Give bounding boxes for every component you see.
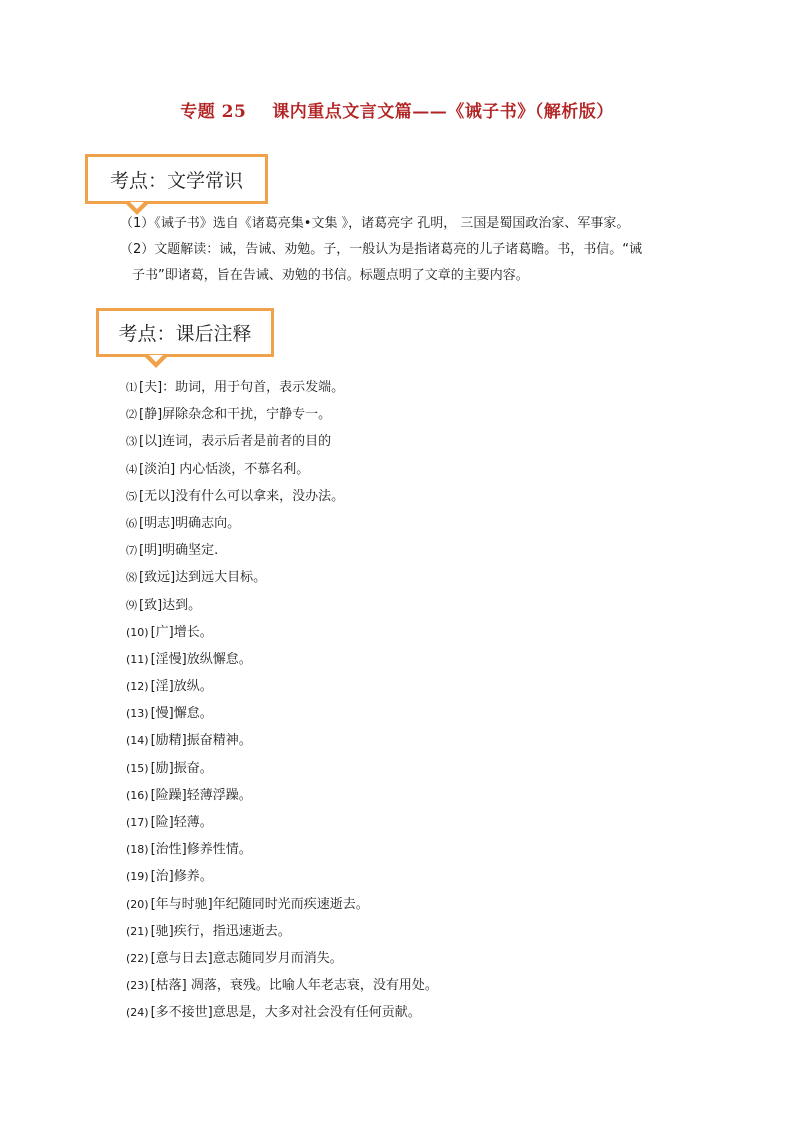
- note-number: ⑵: [126, 408, 137, 422]
- note-number: (16): [126, 788, 149, 802]
- paragraph-line-1: （2）文题解读：诫，告诫、劝勉。子，一般认为是指诸葛亮的儿子诸葛瞻。书，书信。“诫: [120, 242, 643, 257]
- note-number: (18): [126, 843, 149, 857]
- list-item: [126, 374, 686, 401]
- note-number: ⑷: [126, 462, 137, 476]
- callout-tail-inner: [130, 202, 144, 209]
- note-text: [险]轻薄。: [150, 815, 213, 830]
- list-item: [126, 483, 686, 510]
- note-text: [夫]：助词，用于句首，表示发端。: [139, 380, 345, 395]
- page-title: [0, 97, 794, 122]
- note-text: [励]振奋。: [150, 760, 213, 776]
- list-item: [126, 619, 686, 646]
- list-item: [126, 972, 686, 999]
- note-text: [驰]疾行，指迅速逝去。: [150, 923, 291, 939]
- section-callout-literature: [85, 154, 268, 204]
- list-item: [126, 510, 686, 537]
- note-text: [意与日去]意志随同岁月而消失。: [150, 950, 343, 966]
- note-text: [广]增长。: [150, 624, 213, 640]
- list-item: [126, 428, 686, 455]
- note-number: (19): [126, 870, 149, 884]
- callout-tail-inner: [149, 355, 163, 362]
- note-number: ⑶: [126, 435, 137, 449]
- list-item: [126, 727, 686, 754]
- paragraph-title-explanation: [120, 237, 690, 289]
- note-text: [淡泊] 内心恬淡，不慕名利。: [139, 461, 310, 477]
- note-number: ⑼: [126, 598, 137, 612]
- note-number: ⑺: [126, 544, 137, 558]
- paragraph-source: （1）《诫子书》选自《诸葛亮集•文集 》，诸葛亮字 孔明， 三国是蜀国政治家、军事家。: [120, 216, 630, 231]
- note-number: ⑹: [126, 516, 137, 530]
- list-item: [126, 755, 686, 782]
- note-number: (14): [126, 734, 149, 748]
- note-text: [治性]修养性情。: [150, 842, 252, 858]
- list-item: [126, 592, 686, 619]
- list-item: [126, 401, 686, 428]
- note-text: [多不接世]意思是，大多对社会没有任何贡献。: [150, 1005, 421, 1021]
- note-text: [枯落] 凋落，衰残。比喻人年老志衰，没有用处。: [150, 978, 438, 994]
- list-item: [126, 809, 686, 836]
- list-item: [126, 782, 686, 809]
- note-number: (23): [126, 979, 149, 993]
- note-text: [无以]没有什么可以拿来，没办法。: [139, 488, 345, 504]
- topic-title: 课内重点文言文篇——《诫子书》（解析版）: [272, 102, 614, 122]
- note-number: (13): [126, 707, 149, 721]
- note-text: [慢]懈怠。: [150, 706, 213, 722]
- list-item: [126, 863, 686, 890]
- section-heading-notes: 考点：课后注释: [118, 323, 252, 345]
- note-number: ⑸: [126, 489, 137, 503]
- topic-number: 专题 25: [180, 102, 247, 122]
- list-item: [126, 537, 686, 564]
- list-item: [126, 891, 686, 918]
- list-item: [126, 456, 686, 483]
- note-text: [静]屏除杂念和干扰，宁静专一。: [139, 407, 332, 423]
- note-number: (24): [126, 1006, 149, 1020]
- list-item: [126, 700, 686, 727]
- list-item: [126, 673, 686, 700]
- list-item: [126, 945, 686, 972]
- notes-list: [126, 374, 686, 1027]
- list-item: [126, 999, 686, 1026]
- note-number: ⑻: [126, 571, 137, 585]
- list-item: [126, 646, 686, 673]
- note-number: (10): [126, 625, 149, 639]
- note-number: (22): [126, 951, 149, 965]
- note-number: ⑴: [126, 381, 137, 394]
- list-item: [126, 564, 686, 591]
- note-number: (21): [126, 924, 149, 938]
- note-number: (20): [126, 897, 149, 911]
- paragraph-line-2: 子书”即诸葛，旨在告诫、劝勉的书信。标题点明了文章的主要内容。: [132, 268, 529, 283]
- list-item: [126, 836, 686, 863]
- note-text: [励精]振奋精神。: [150, 733, 252, 749]
- note-text: [明]明确坚定.: [139, 543, 219, 559]
- note-number: (15): [126, 761, 149, 775]
- note-text: [淫慢]放纵懈怠。: [150, 651, 252, 667]
- note-number: (11): [126, 652, 149, 666]
- list-item: [126, 918, 686, 945]
- section-heading-literature: 考点：文学常识: [109, 169, 243, 192]
- note-text: [以]连词，表示后者是前者的目的: [139, 434, 332, 450]
- note-text: [治]修养。: [150, 869, 213, 885]
- note-text: [险躁]轻薄浮躁。: [150, 787, 252, 803]
- note-text: [致]达到。: [139, 597, 202, 613]
- note-text: [致远]达到远大目标。: [139, 570, 267, 586]
- section-callout-notes: [96, 308, 274, 357]
- note-number: (12): [126, 680, 149, 694]
- note-text: [淫]放纵。: [150, 679, 213, 695]
- note-text: [明志]明确志向。: [139, 515, 241, 531]
- note-number: (17): [126, 816, 149, 829]
- note-text: [年与时驰]年纪随同时光而疾速逝去。: [150, 896, 369, 912]
